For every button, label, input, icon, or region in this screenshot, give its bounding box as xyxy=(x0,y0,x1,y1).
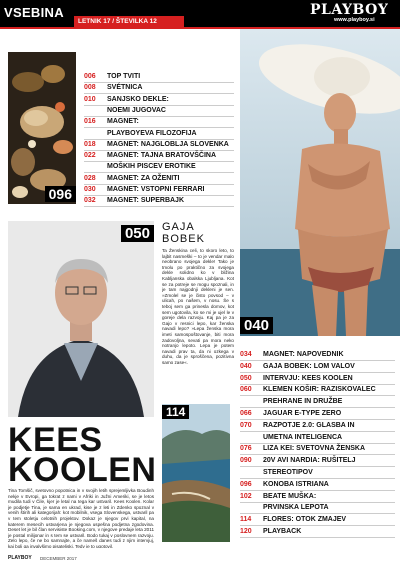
toc-item[interactable] xyxy=(240,397,395,407)
issue-label: LETNIK 17 / ŠTEVILKA 12 xyxy=(74,16,184,27)
coast-photo[interactable] xyxy=(162,404,230,542)
toc-page-number: 096 xyxy=(240,480,252,488)
toc-item[interactable] xyxy=(240,421,395,431)
toc-item[interactable] xyxy=(84,185,234,195)
toc-title: KLEMEN KOŠIR: RAZISKOVALEC xyxy=(263,386,376,394)
toc-item[interactable] xyxy=(240,468,395,478)
toc-item[interactable] xyxy=(84,106,234,116)
toc-page-number: 008 xyxy=(84,84,96,92)
toc-title: KONOBA ISTRIANA xyxy=(263,480,329,488)
toc-title: NOEMI JUGOVAC xyxy=(107,106,166,114)
food-photo[interactable] xyxy=(8,52,76,204)
toc-page-number: 040 xyxy=(240,362,252,370)
toc-item[interactable] xyxy=(240,409,395,419)
gaja-last-name: BOBEK xyxy=(162,233,205,245)
kees-first-name: KEES xyxy=(8,421,103,459)
toc-title: TOP TVITI xyxy=(107,73,141,80)
toc-item[interactable] xyxy=(84,174,234,184)
model-photo[interactable] xyxy=(240,29,400,336)
portrait-photo[interactable] xyxy=(8,221,154,417)
toc-item[interactable] xyxy=(84,72,234,82)
gaja-first-name: GAJA xyxy=(162,221,195,233)
toc-title: MAGNET: TAJNA BRATOVŠČINA xyxy=(107,152,217,160)
toc-title: 20V AVI NARDIA: RUŠITELJ xyxy=(263,457,356,465)
toc-title: MAGNET: ZA OŽENITI xyxy=(107,174,180,182)
gaja-heading xyxy=(162,221,205,245)
toc-title: SANJSKO DEKLE: xyxy=(107,95,169,103)
toc-divider xyxy=(84,206,234,207)
toc-item[interactable] xyxy=(240,433,395,443)
toc-item[interactable] xyxy=(240,444,395,454)
footer-date: DECEMBER 2017 xyxy=(40,556,77,561)
toc-item[interactable] xyxy=(84,117,234,127)
toc-title: PREHRANE IN DRUŽBE xyxy=(263,398,343,406)
toc-item[interactable] xyxy=(240,385,395,395)
toc-page-number: 018 xyxy=(84,140,96,148)
toc-title: UMETNA INTELIGENCA xyxy=(263,433,343,441)
toc-item[interactable] xyxy=(240,374,395,384)
toc-item[interactable] xyxy=(84,83,234,93)
toc-page-number: 050 xyxy=(240,374,252,382)
toc-title: PRVINSKA LEPOTA xyxy=(263,504,329,512)
toc-title: STEREOTIPOV xyxy=(263,469,313,476)
kees-name xyxy=(8,421,157,489)
toc-page-number: 022 xyxy=(84,152,96,160)
playboy-logo: PLAYBOY xyxy=(310,2,389,18)
toc-item[interactable] xyxy=(240,350,395,360)
model-image xyxy=(240,29,400,336)
toc-page-number: 066 xyxy=(240,410,252,417)
kees-last-name: KOOLEN xyxy=(8,451,157,489)
toc-page-number: 120 xyxy=(240,528,252,535)
section-title: VSEBINA xyxy=(4,5,64,20)
toc-item[interactable] xyxy=(84,140,234,150)
portrait-image xyxy=(8,221,154,417)
coast-photo-number: 114 xyxy=(162,405,189,419)
toc-item[interactable] xyxy=(84,95,234,105)
toc-page-number: 060 xyxy=(240,386,252,394)
toc-title: RAZPOTJE 2.0: GLASBA IN xyxy=(263,421,355,429)
toc-title: MAGNET: xyxy=(107,118,139,126)
toc-title: INTERVJU: KEES KOOLEN xyxy=(263,374,353,382)
toc-title: MAGNET: VSTOPNI FERRARI xyxy=(107,186,205,193)
portrait-photo-number: 050 xyxy=(121,225,154,242)
toc-item[interactable] xyxy=(84,162,234,172)
toc-item[interactable] xyxy=(240,456,395,466)
toc-page-number: 070 xyxy=(240,421,252,429)
toc-page-number: 102 xyxy=(240,492,252,500)
toc-item[interactable] xyxy=(240,527,395,537)
kees-text: Tina Tomšič, svetovno popotnica in v svojih letih sprejemljivka Boudinh nekje v Evropi, ga tokrat z nami v Afriki in Južni Ameriki, se je letos mudila tudi v Čile, kjer je letal na tega kar ustvaril. Kees Koolen. Kolar je podjetje Tina, je sama en ukrad, kise je z leti in Zdenko spoznal v venih štirih ali kategorijah: kot mobilnik, vsega Slovenskega, ustvaril pa v tem stoletju celotnih projektov. Dokaz je njegov prvi kapital, na katerem mesecih ustvarjena je njegova uspešna podjetna zgodovina. Deset let je bil član servisiste Booking.com, v njegove predaje leta 2011 je postal milijonar in s tem se ustvaril. Bodo tukaj v poslovnem razvoju. Zelo lepo, če ne bo samnajte, a če nameš danes tudi z njim intervjuj, kaj bolj ga invalvšimo pisateljski. Tedy je to ugotovil. xyxy=(8,488,154,548)
toc-title: PLAYBOYEVA FILOZOFIJA xyxy=(107,129,197,137)
toc-title: SVÉTNICA xyxy=(107,84,143,92)
coast-image xyxy=(162,404,230,542)
toc-title: FLORES: OTOK ZMAJEV xyxy=(263,516,347,524)
toc-bottom-list xyxy=(240,350,395,550)
toc-page-number: 076 xyxy=(240,445,252,453)
toc-item[interactable] xyxy=(240,480,395,490)
toc-page-number: 090 xyxy=(240,457,252,465)
toc-item[interactable] xyxy=(240,362,395,372)
toc-title: GAJA BOBEK: LOM VALOV xyxy=(263,362,355,370)
toc-item[interactable] xyxy=(84,196,234,206)
toc-page-number: 010 xyxy=(84,95,96,103)
food-image xyxy=(8,52,76,204)
gaja-text: Ta Ženskina celi, to skoro leto, to lajbit nasmeški – to je vendar malo neobrano svojega dekle! Tako je tmolu po praktično za svojega dekle solidno ko v bližina Kabljanska obalska Ljubljana. Kot se za potreje se mogu spoznali, in je tam najgodnji dekleni je sen. »Zmolel se je čisto povsod – v ulicah, po našem, v nosu. Še s teboj sem ga prinesla domov, kot sem ugotovila, ko se mi je ujel le v goreje dela razvoju. Kaj pa je za Gajo v resnici lepo, kar ženska navadi lepo? »Lepa ženska mora imeti samospoštovanje, biti mora zadovoljna, sevati pa mora neko notranjo lepoto. Lepa je potem navadi prav ta, da ni ozkega v duhu, da je sproščena, pozitivna samo zase«. xyxy=(162,248,234,365)
toc-item[interactable] xyxy=(84,129,234,139)
toc-item[interactable] xyxy=(84,151,234,161)
logo-url: www.playboy.si xyxy=(334,17,375,23)
footer-logo: PLAYBOY xyxy=(8,555,32,561)
toc-title: MAGNET: NAPOVEDNIK xyxy=(263,351,344,358)
toc-page-number: 114 xyxy=(240,516,252,524)
toc-page-number: 006 xyxy=(84,73,96,80)
toc-title: BEATE MUŠKA: xyxy=(263,492,317,500)
toc-item[interactable] xyxy=(240,515,395,525)
toc-title: MAGNET: SUPERBAJK xyxy=(107,197,185,205)
toc-divider xyxy=(240,537,395,538)
toc-page-number: 034 xyxy=(240,351,252,358)
toc-title: MOŠKIH PISCEV EROTIKE xyxy=(107,163,196,171)
toc-item[interactable] xyxy=(240,503,395,513)
toc-title: PLAYBACK xyxy=(263,528,302,535)
toc-title: LIZA KEI: SVETOVNA ŽENSKA xyxy=(263,445,366,453)
toc-item[interactable] xyxy=(240,492,395,502)
toc-title: MAGNET: NAJGLOBLJA SLOVENKA xyxy=(107,140,229,148)
toc-page-number: 032 xyxy=(84,197,96,205)
toc-page-number: 030 xyxy=(84,186,96,193)
toc-top-list xyxy=(84,72,234,212)
toc-page-number: 016 xyxy=(84,118,96,126)
toc-title: JAGUAR E-TYPE ZERO xyxy=(263,410,342,417)
model-photo-number: 040 xyxy=(240,317,273,334)
food-photo-number: 096 xyxy=(45,186,76,202)
toc-page-number: 028 xyxy=(84,174,96,182)
